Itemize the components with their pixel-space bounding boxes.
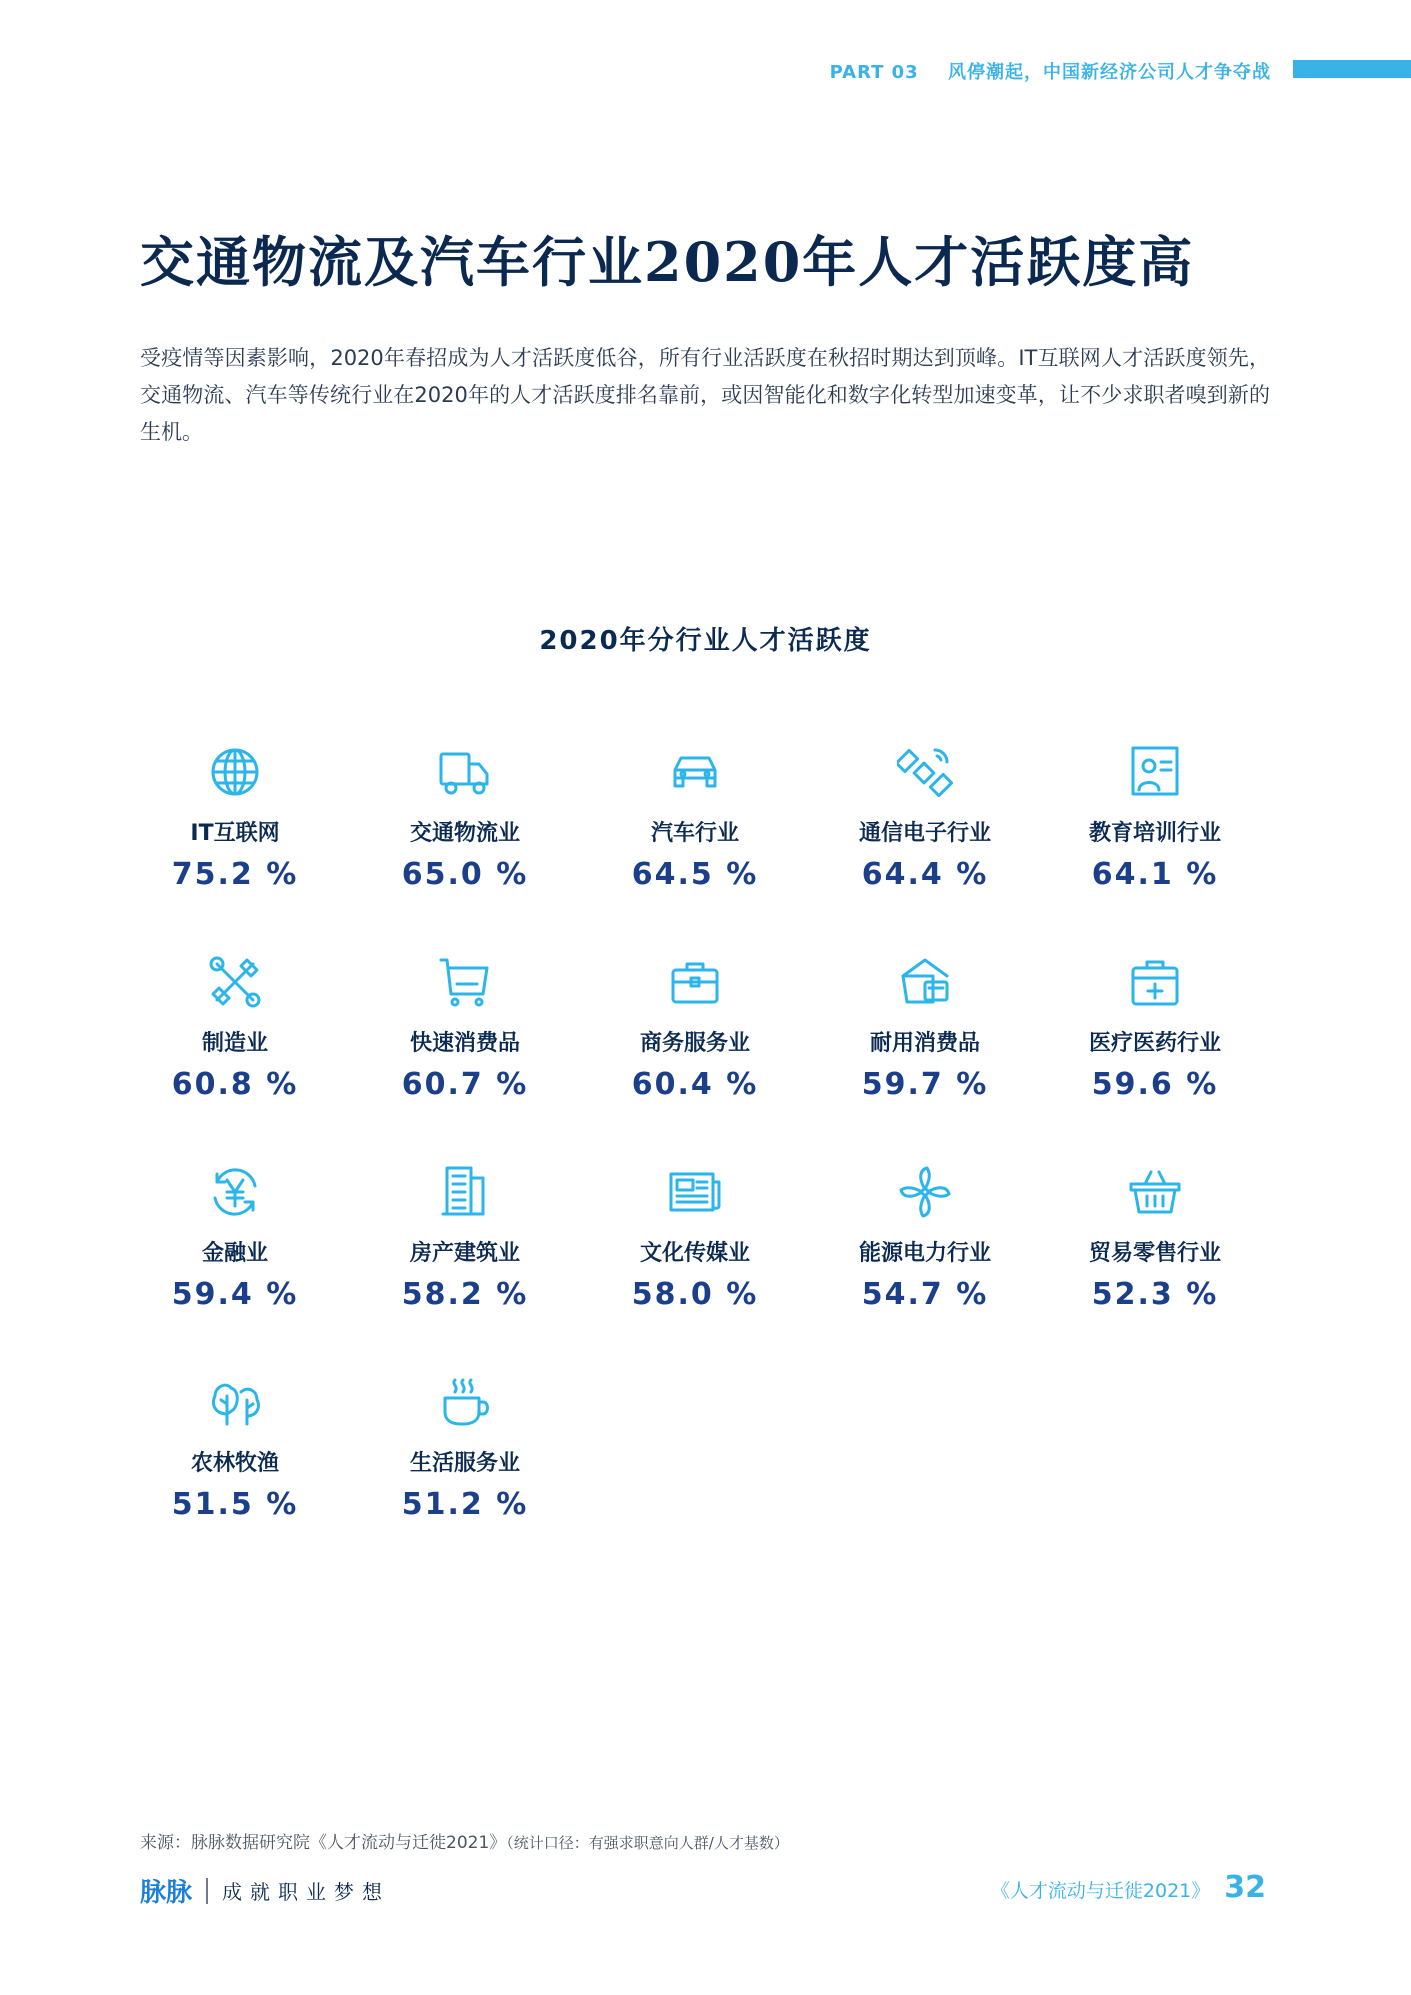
teacher-board-icon (1123, 740, 1187, 804)
coffee-cup-icon (433, 1370, 497, 1434)
wrench-icon (203, 950, 267, 1014)
industry-label: 快速消费品 (409, 1031, 520, 1056)
industry-item (810, 740, 1040, 920)
report-title: 《人才流动与迁徙2021》 (990, 1880, 1211, 1902)
industry-label: 房产建筑业 (409, 1241, 520, 1266)
page-title: 交通物流及汽车行业2020年人才活跃度高 (140, 230, 1195, 294)
section-title: 风停潮起，中国新经济公司人才争夺战 (948, 62, 1271, 83)
industry-grid (120, 740, 1270, 1550)
basket-icon (1123, 1160, 1187, 1224)
industry-item (120, 950, 350, 1130)
industry-value: 64.1 % (1091, 857, 1219, 892)
building-icon (433, 1160, 497, 1224)
industry-label: 耐用消费品 (869, 1031, 980, 1056)
medical-kit-icon (1123, 950, 1187, 1014)
industry-value: 60.4 % (631, 1067, 759, 1102)
header-section-label (830, 58, 1271, 84)
industry-item (350, 1370, 580, 1550)
source-text: 来源：脉脉数据研究院《人才流动与迁徙2021》 (140, 1833, 507, 1853)
industry-value: 54.7 % (861, 1277, 989, 1312)
wind-turbine-icon (893, 1160, 957, 1224)
industry-item (580, 1160, 810, 1340)
yen-cycle-icon (203, 1160, 267, 1224)
trees-icon (203, 1370, 267, 1434)
industry-label: 贸易零售行业 (1088, 1241, 1221, 1266)
industry-value: 60.7 % (401, 1067, 529, 1102)
industry-label: 能源电力行业 (858, 1241, 991, 1266)
industry-label: 商务服务业 (639, 1031, 750, 1056)
industry-value: 51.5 % (171, 1487, 299, 1522)
industry-value: 64.4 % (861, 857, 989, 892)
source-note: （统计口径：有强求职意向人群/人才基数） (506, 1834, 789, 1852)
chart-title: 2020年分行业人才活跃度 (539, 626, 872, 656)
industry-item (350, 1160, 580, 1340)
industry-item (580, 950, 810, 1130)
satellite-icon (893, 740, 957, 804)
footer-page-info (991, 1870, 1266, 1905)
globe-icon (203, 740, 267, 804)
briefcase-icon (663, 950, 727, 1014)
industry-value: 59.6 % (1091, 1067, 1219, 1102)
footer-slogan: 成就职业梦想 (222, 1880, 391, 1904)
industry-label: 制造业 (201, 1031, 268, 1056)
industry-value: 58.0 % (631, 1277, 759, 1312)
industry-value: 60.8 % (171, 1067, 299, 1102)
industry-item (810, 950, 1040, 1130)
industry-label: IT互联网 (190, 821, 280, 846)
maimai-logo: 脉脉 (140, 1878, 193, 1908)
industry-item (810, 1160, 1040, 1340)
industry-value: 64.5 % (631, 857, 759, 892)
part-number: PART 03 (829, 62, 919, 83)
industry-item (120, 740, 350, 920)
industry-item (1040, 950, 1270, 1130)
industry-value: 59.7 % (861, 1067, 989, 1102)
industry-label: 文化传媒业 (639, 1241, 750, 1266)
industry-value: 59.4 % (171, 1277, 299, 1312)
industry-item (350, 950, 580, 1130)
industry-value: 75.2 % (171, 857, 299, 892)
truck-icon (433, 740, 497, 804)
industry-value: 65.0 % (401, 857, 529, 892)
industry-item (580, 740, 810, 920)
page-number: 32 (1224, 1870, 1266, 1905)
car-icon (663, 740, 727, 804)
appliance-basket-icon (893, 950, 957, 1014)
shopping-cart-icon (433, 950, 497, 1014)
industry-label: 汽车行业 (650, 821, 739, 846)
header-accent-bar (1293, 60, 1411, 78)
industry-item (350, 740, 580, 920)
footer-brand (140, 1872, 390, 1909)
industry-item (120, 1370, 350, 1550)
industry-label: 交通物流业 (409, 821, 520, 846)
source-citation (140, 1828, 789, 1853)
industry-value: 52.3 % (1091, 1277, 1219, 1312)
industry-label: 金融业 (201, 1241, 268, 1266)
industry-label: 医疗医药行业 (1088, 1031, 1221, 1056)
industry-item (1040, 1160, 1270, 1340)
industry-label: 教育培训行业 (1088, 821, 1221, 846)
industry-item (1040, 740, 1270, 920)
industry-label: 农林牧渔 (190, 1451, 279, 1476)
newspaper-icon (663, 1160, 727, 1224)
industry-label: 通信电子行业 (858, 821, 991, 846)
industry-value: 51.2 % (401, 1487, 529, 1522)
industry-value: 58.2 % (401, 1277, 529, 1312)
intro-paragraph: 受疫情等因素影响，2020年春招成为人才活跃度低谷，所有行业活跃度在秋招时期达到顶峰。IT互联网人才活跃度领先，交通物流、汽车等传统行业在2020年的人才活跃度排名靠前，或因智能化和数字化转型加速变革，让不少求职者嗅到新的生机。 (140, 346, 1270, 444)
footer-divider (206, 1878, 208, 1904)
industry-label: 生活服务业 (409, 1451, 520, 1476)
industry-item (120, 1160, 350, 1340)
